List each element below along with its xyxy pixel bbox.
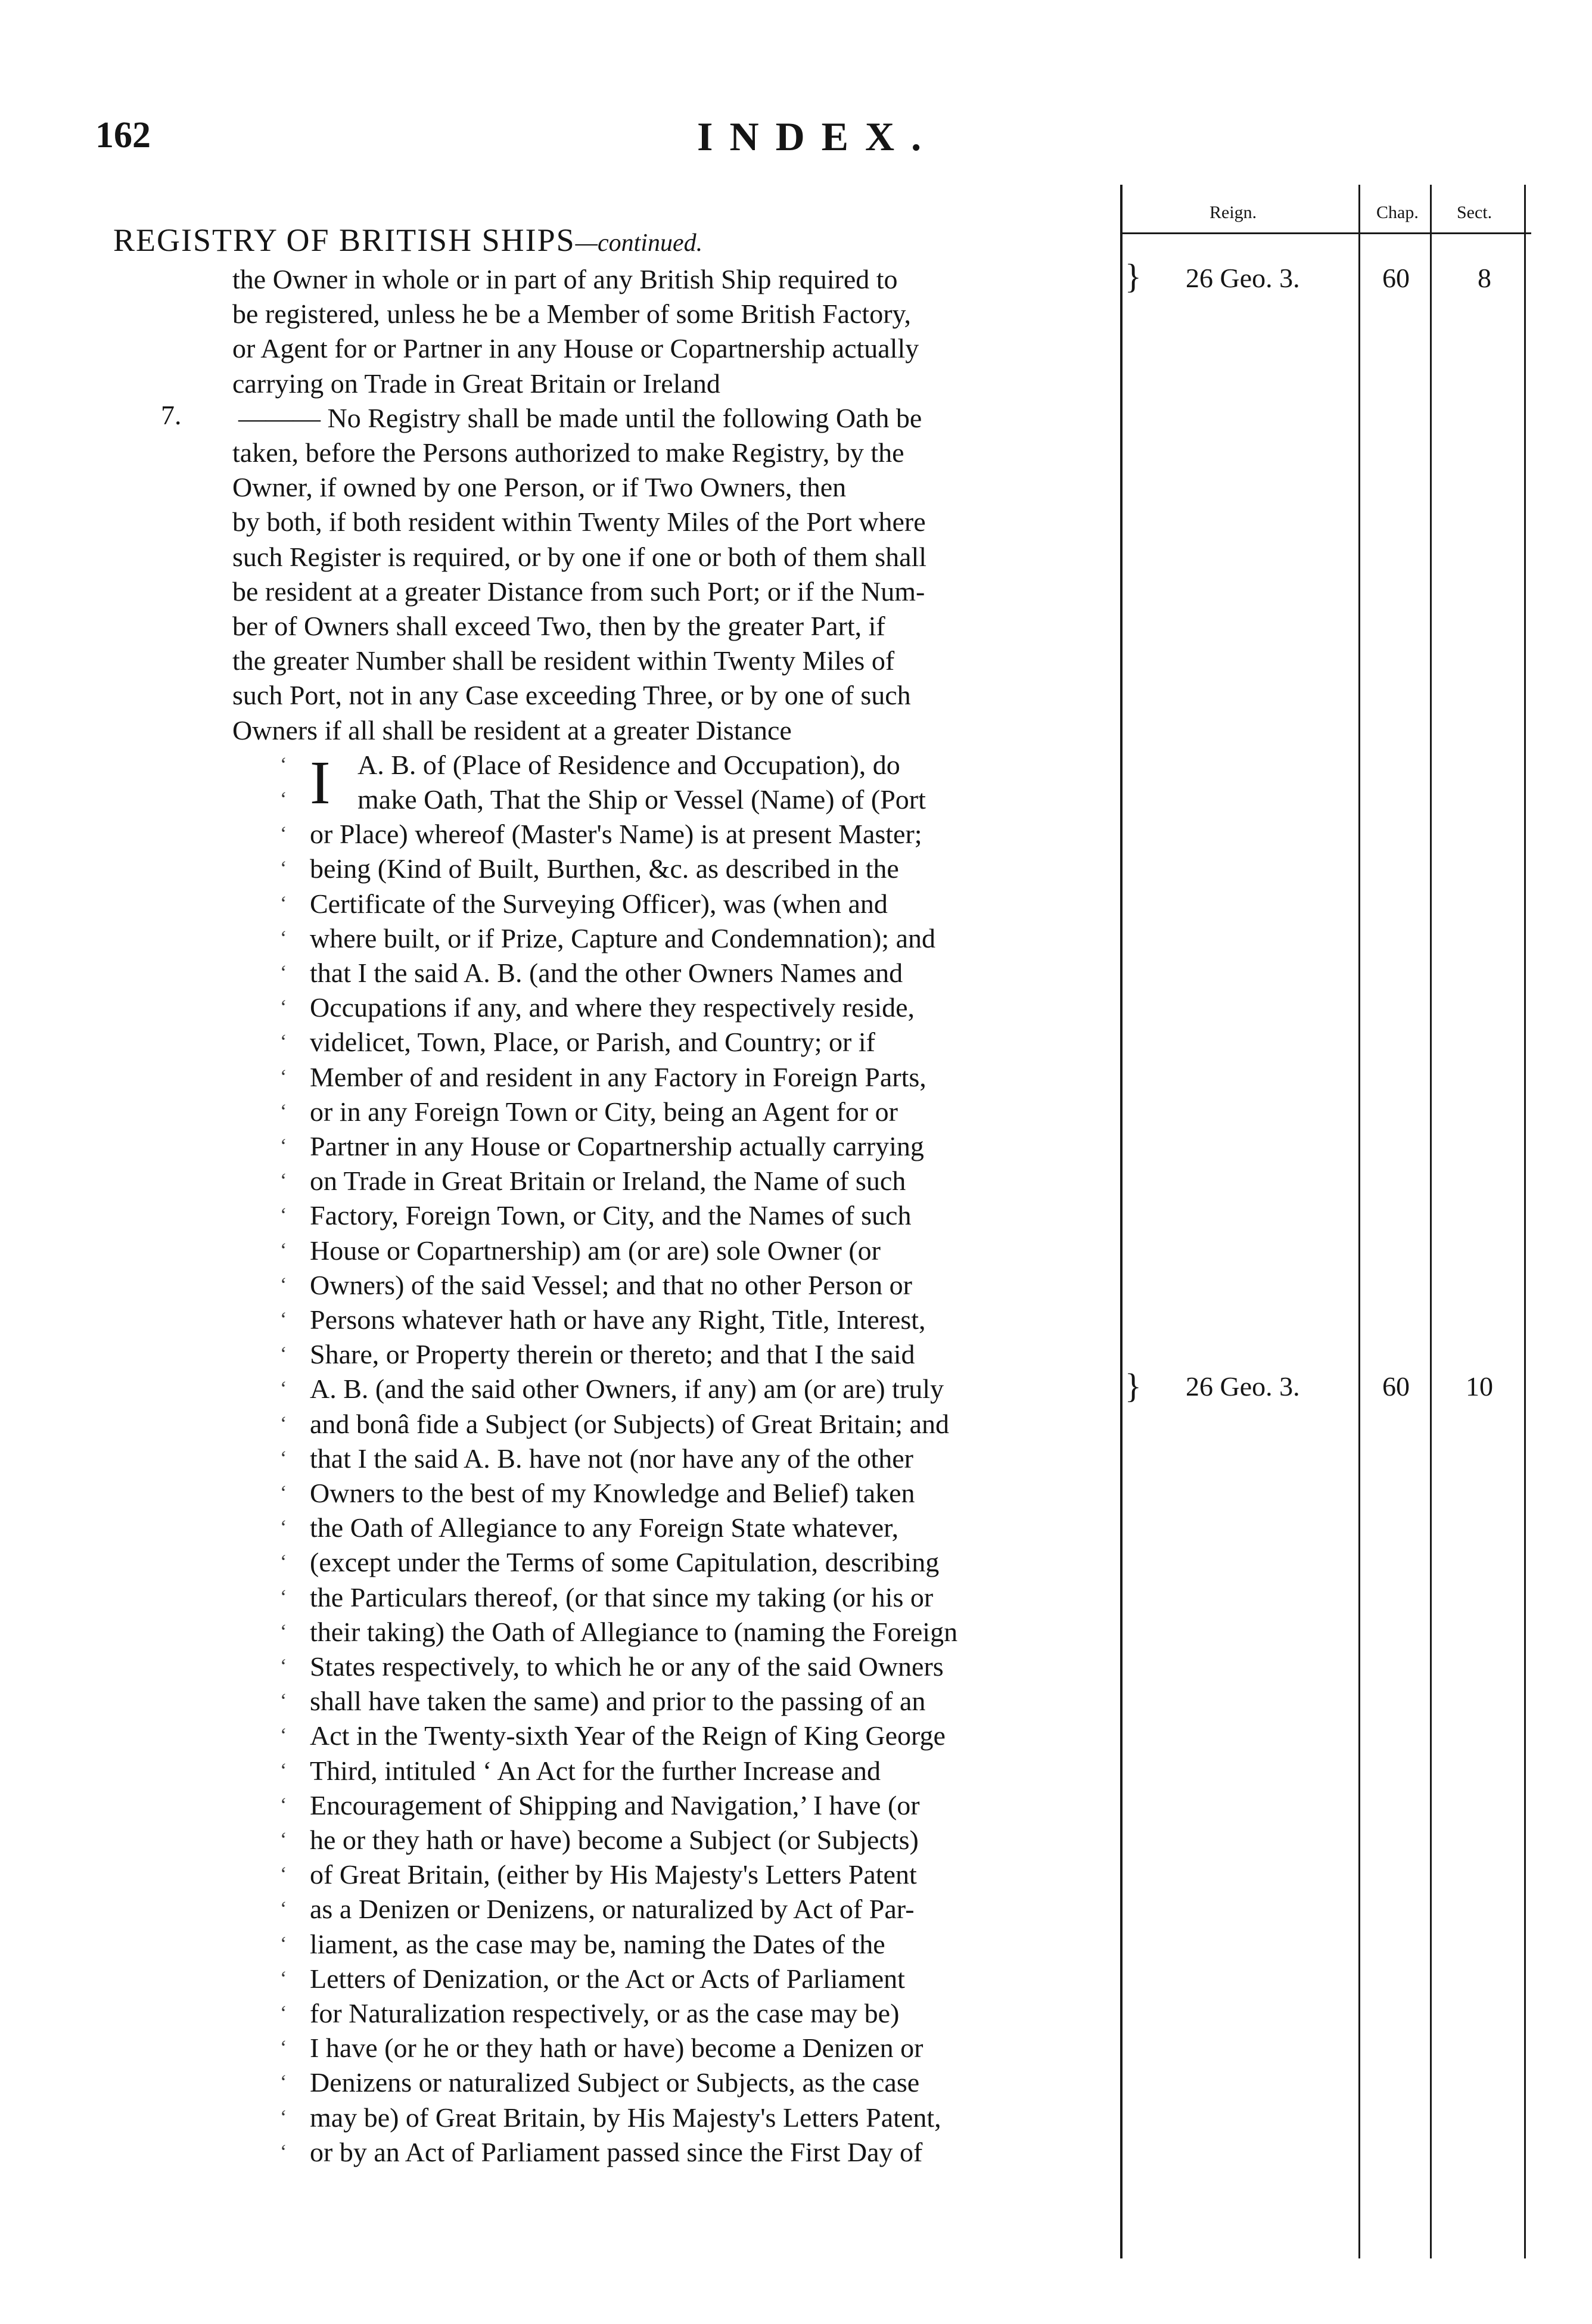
text-line: Owners if all shall be resident at a greater Distance: [232, 714, 792, 745]
quote-mark: ‘: [280, 1482, 287, 1504]
column-headers: [1120, 185, 1531, 232]
text-line: carrying on Trade in Great Britain or Ireland: [232, 368, 720, 399]
text-line: or Agent for or Partner in any House or Copartnership actually: [232, 333, 919, 364]
quote-mark: ‘: [280, 2106, 287, 2129]
text-line: make Oath, That the Ship or Vessel (Name) of (Port: [357, 784, 926, 815]
text-line: by both, if both resident within Twenty Miles of the Port where: [232, 507, 926, 537]
text-line: ——— No Registry shall be made until the following Oath be: [238, 402, 922, 433]
text-line: or by an Act of Parliament passed since the First Day of: [310, 2136, 923, 2167]
quote-mark: ‘: [280, 1725, 287, 1747]
text-line: Act in the Twenty-sixth Year of the Reign of King George: [310, 1720, 946, 1751]
text-line: (except under the Terms of some Capitulation, describing: [310, 1547, 940, 1578]
column-rule-chap: [1430, 185, 1432, 2258]
quote-mark: ‘: [280, 1239, 287, 1262]
text-line: videlicet, Town, Place, or Parish, and Country; or if: [310, 1027, 875, 1058]
text-line: that I the said A. B. (and the other Owners Names and: [310, 958, 903, 988]
quote-mark: ‘: [280, 1135, 287, 1157]
quote-mark: ‘: [280, 1863, 287, 1886]
quote-mark: ‘: [280, 927, 287, 949]
text-line: the Owner in whole or in part of any British Ship required to: [232, 264, 898, 294]
page-title: INDEX.: [697, 114, 938, 159]
quote-mark: ‘: [280, 962, 287, 984]
text-line: House or Copartnership) am (or are) sole Owner (or: [310, 1235, 881, 1266]
text-line: be registered, unless he be a Member of some British Factory,: [232, 299, 912, 330]
quote-mark: ‘: [280, 1690, 287, 1713]
text-line: Letters of Denization, or the Act or Acts of Parliament: [310, 1963, 905, 1994]
chap-cell: 60: [1382, 263, 1410, 293]
quote-mark: ‘: [280, 1655, 287, 1677]
quote-mark: ‘: [280, 1447, 287, 1469]
quote-mark: ‘: [280, 2140, 287, 2163]
column-rule-left: [1120, 185, 1123, 2258]
text-line: as a Denizen or Denizens, or naturalized by Act of Par-: [310, 1894, 915, 1925]
text-line: Occupations if any, and where they respectively reside,: [310, 992, 915, 1023]
quote-mark: ‘: [280, 2002, 287, 2024]
reign-cell: 26 Geo. 3.: [1186, 1371, 1300, 1402]
paragraph-number: 7.: [161, 400, 182, 430]
text-line: ber of Owners shall exceed Two, then by the greater Part, if: [232, 611, 885, 641]
quote-mark: ‘: [280, 1273, 287, 1296]
text-line: Owner, if owned by one Person, or if Two Owners, then: [232, 472, 847, 503]
text-line: on Trade in Great Britain or Ireland, the Name of such: [310, 1166, 906, 1197]
column-rule-reign: [1358, 185, 1360, 2258]
text-line: he or they hath or have) become a Subject (or Subjects): [310, 1825, 919, 1855]
page-number: 162: [95, 115, 151, 156]
quote-mark: ‘: [280, 1932, 287, 1955]
quote-mark: ‘: [280, 1829, 287, 1851]
text-line: being (Kind of Built, Burthen, &c. as described in the: [310, 853, 899, 884]
text-line: such Register is required, or by one if one or both of them shall: [232, 541, 927, 572]
quote-mark: ‘: [280, 1551, 287, 1574]
quote-mark: ‘: [280, 1586, 287, 1608]
quote-mark: ‘: [280, 1204, 287, 1227]
quote-mark: ‘: [280, 753, 287, 776]
text-line: the Oath of Allegiance to any Foreign State whatever,: [310, 1512, 899, 1543]
quote-mark: ‘: [280, 1378, 287, 1400]
text-line: Third, intituled ‘ An Act for the further Increase and: [310, 1755, 881, 1786]
text-line: where built, or if Prize, Capture and Condemnation); and: [310, 922, 936, 953]
drop-cap: I: [310, 748, 331, 817]
text-line: of Great Britain, (either by His Majesty's Letters Patent: [310, 1859, 917, 1890]
text-line: be resident at a greater Distance from such Port; or if the Num-: [232, 576, 925, 607]
sect-cell: 10: [1466, 1371, 1493, 1402]
quote-mark: ‘: [280, 788, 287, 810]
quote-mark: ‘: [280, 1898, 287, 1921]
text-line: such Port, not in any Case exceeding Three, or by one of such: [232, 680, 911, 711]
text-line: Member of and resident in any Factory in Foreign Parts,: [310, 1061, 926, 1092]
chap-cell: 60: [1382, 1371, 1410, 1402]
text-line: their taking) the Oath of Allegiance to (naming the Foreign: [310, 1616, 958, 1647]
quote-mark: ‘: [280, 1100, 287, 1123]
quote-mark: ‘: [280, 1065, 287, 1088]
brace-icon: }: [1125, 257, 1142, 296]
text-line: the Particulars thereof, (or that since my taking (or his or: [310, 1582, 934, 1612]
text-line: that I the said A. B. have not (nor have any of the other: [310, 1443, 913, 1474]
reign-column-header: Reign.: [1209, 203, 1257, 222]
text-line: I have (or he or they hath or have) become a Denizen or: [310, 2033, 924, 2064]
quote-mark: ‘: [280, 996, 287, 1019]
text-line: or in any Foreign Town or City, being an Agent for or: [310, 1096, 898, 1127]
brace-icon: }: [1125, 1366, 1142, 1405]
section-continued: —continued.: [575, 229, 703, 257]
header-rule: [1120, 232, 1531, 234]
column-rule-sect: [1524, 185, 1526, 2258]
text-line: and bonâ fide a Subject (or Subjects) of Great Britain; and: [310, 1408, 950, 1439]
text-line: shall have taken the same) and prior to the passing of an: [310, 1686, 926, 1717]
quote-mark: ‘: [280, 1170, 287, 1192]
quote-mark: ‘: [280, 1794, 287, 1816]
chap-column-header: Chap.: [1376, 203, 1419, 222]
section-title: REGISTRY OF BRITISH SHIPS: [113, 222, 576, 258]
text-line: Persons whatever hath or have any Right, Title, Interest,: [310, 1304, 926, 1335]
quote-mark: ‘: [280, 1412, 287, 1435]
text-line: Partner in any House or Copartnership actually carrying: [310, 1131, 924, 1161]
text-line: for Naturalization respectively, or as the case may be): [310, 1998, 900, 2028]
text-line: States respectively, to which he or any of the said Owners: [310, 1651, 944, 1682]
text-line: taken, before the Persons authorized to make Registry, by the: [232, 437, 904, 468]
quote-mark: ‘: [280, 2071, 287, 2094]
sect-cell: 8: [1478, 263, 1491, 293]
text-line: A. B. (and the said other Owners, if any) am (or are) truly: [310, 1374, 944, 1405]
text-line: or Place) whereof (Master's Name) is at present Master;: [310, 819, 922, 850]
text-line: liament, as the case may be, naming the Dates of the: [310, 1928, 885, 1959]
text-line: Owners) of the said Vessel; and that no other Person or: [310, 1269, 912, 1300]
quote-mark: ‘: [280, 857, 287, 880]
text-line: Encouragement of Shipping and Navigation,’ I have (or: [310, 1789, 920, 1820]
quote-mark: ‘: [280, 1517, 287, 1539]
text-line: Share, or Property therein or thereto; and that I the said: [310, 1339, 915, 1370]
quote-mark: ‘: [280, 823, 287, 846]
quote-mark: ‘: [280, 1620, 287, 1643]
text-line: Denizens or naturalized Subject or Subjects, as the case: [310, 2067, 920, 2098]
text-line: Owners to the best of my Knowledge and Belief) taken: [310, 1478, 915, 1508]
text-line: the greater Number shall be resident within Twenty Miles of: [232, 645, 895, 676]
text-line: A. B. of (Place of Residence and Occupation), do: [357, 749, 900, 780]
quote-mark: ‘: [280, 1031, 287, 1054]
quote-mark: ‘: [280, 892, 287, 915]
text-line: Certificate of the Surveying Officer), was (when and: [310, 888, 888, 919]
text-line: Factory, Foreign Town, or City, and the Names of such: [310, 1200, 912, 1231]
text-line: may be) of Great Britain, by His Majesty's Letters Patent,: [310, 2102, 941, 2133]
quote-mark: ‘: [280, 1343, 287, 1366]
reign-cell: 26 Geo. 3.: [1186, 263, 1300, 293]
section-heading: [113, 222, 702, 259]
quote-mark: ‘: [280, 1759, 287, 1782]
quote-mark: ‘: [280, 1309, 287, 1331]
quote-mark: ‘: [280, 1967, 287, 1990]
sect-column-header: Sect.: [1457, 203, 1492, 222]
quote-mark: ‘: [280, 2037, 287, 2059]
